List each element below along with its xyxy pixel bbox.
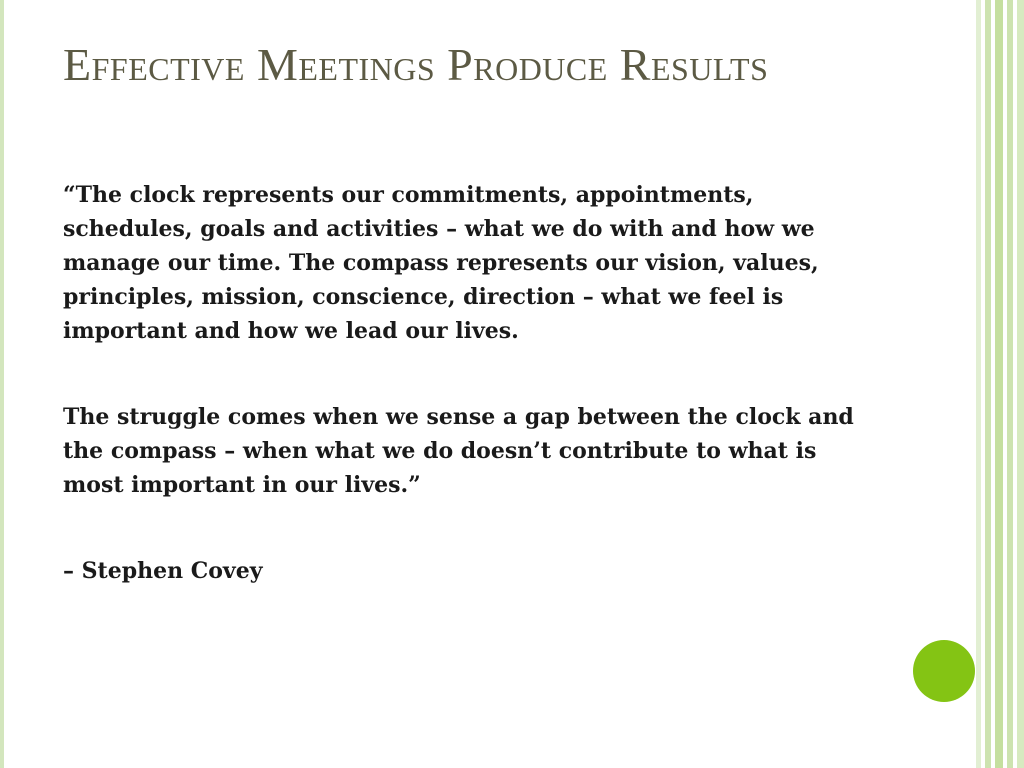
quote-block	[63, 178, 883, 588]
green-circle-decoration	[913, 640, 975, 702]
slide-title: Effective Meetings Produce Results	[63, 39, 769, 90]
quote-paragraph-1: “The clock represents our commitments, appointments, schedules, goals and activities – what we do with and how we manage our time. The compass represents our vision, values, principles, mission, conscience, direction – what we feel is important and how we lead our lives.	[63, 182, 819, 344]
left-border	[0, 0, 4, 768]
quote-attribution: – Stephen Covey	[63, 558, 263, 584]
quote-paragraph-2: The struggle comes when we sense a gap between the clock and the compass – when what we do doesn’t contribute to what is most important in our lives.”	[63, 404, 854, 498]
right-border-stripes	[976, 0, 1024, 768]
